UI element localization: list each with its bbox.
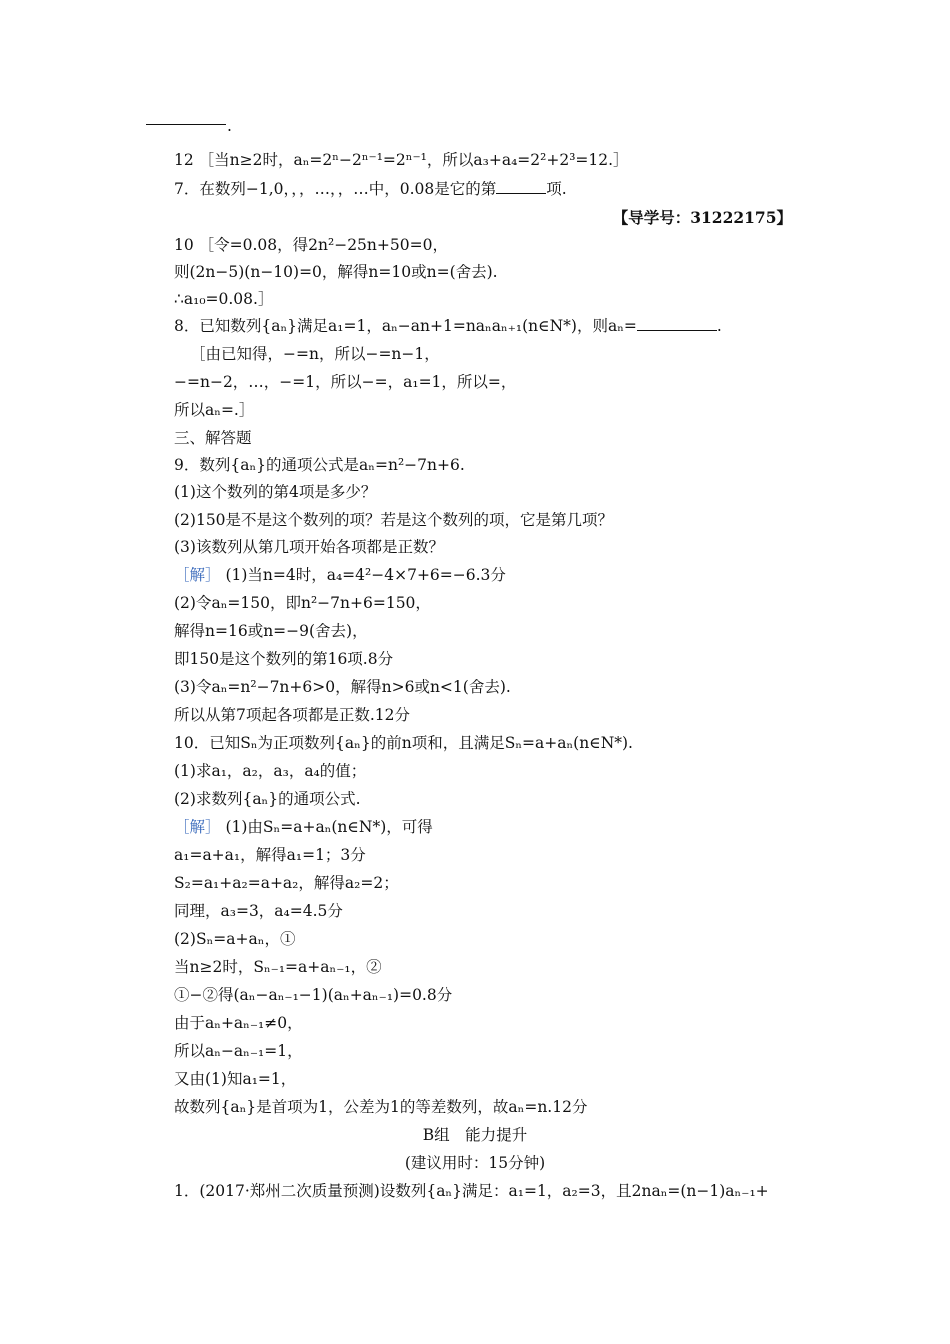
solution-line: 所以从第7项起各项都是正数.12分 xyxy=(174,706,411,724)
answer-blank xyxy=(637,316,717,331)
answer-blank xyxy=(146,124,226,125)
answer-line: ∴a₁₀=0.08.］ xyxy=(174,290,274,308)
question-8: 8．已知数列{aₙ}满足a₁=1，aₙ−an+1=naₙaₙ₊₁(n∈N*)，则aₙ= . xyxy=(174,317,722,335)
solution-line: 即150是这个数列的第16项.8分 xyxy=(174,650,394,668)
question-b1: 1．(2017·郑州二次质量预测)设数列{aₙ}满足：a₁=1，a₂=3，且2naₙ=(n−1)aₙ₋₁+ xyxy=(174,1182,769,1200)
answer-line: 10 ［令=0.08，得2n²−25n+50=0， xyxy=(174,236,448,254)
question-7: 7．在数列−1,0，，，…，，…中，0.08是它的第 项. xyxy=(174,180,567,198)
solution-line: 所以aₙ−aₙ₋₁=1， xyxy=(174,1042,303,1060)
answer-line: 12 ［当n≥2时，aₙ=2ⁿ−2ⁿ⁻¹=2ⁿ⁻¹，所以a₃+a₄=2²+2³=12.］ xyxy=(174,151,629,169)
question-10: 10．已知Sₙ为正项数列{aₙ}的前n项和，且满足Sₙ=a+aₙ(n∈N*). xyxy=(174,734,633,752)
answer-blank xyxy=(496,179,546,194)
solution-line: 又由(1)知a₁=1， xyxy=(174,1070,297,1088)
solution-line: ①−②得(aₙ−aₙ₋₁−1)(aₙ+aₙ₋₁)=0.8分 xyxy=(174,986,453,1004)
sub-question: (1)求a₁，a₂，a₃，a₄的值； xyxy=(174,762,367,780)
solution-line: 故数列{aₙ}是首项为1，公差为1的等差数列，故aₙ=n.12分 xyxy=(174,1098,588,1116)
time-note: (建议用时：15分钟) xyxy=(404,1154,546,1172)
group-heading: B组 能力提升 xyxy=(422,1126,528,1144)
solution-tag: ［解］ xyxy=(174,566,221,584)
sub-question: (2)求数列{aₙ}的通项公式. xyxy=(174,790,361,808)
solution-line: S₂=a₁+a₂=a+a₂，解得a₂=2； xyxy=(174,874,399,892)
solution-line: (3)令aₙ=n²−7n+6>0，解得n>6或n<1(舍去). xyxy=(174,678,511,696)
section-heading: 三、解答题 xyxy=(174,429,252,447)
answer-line: −=n−2，…，−=1，所以−=，a₁=1，所以=， xyxy=(174,373,517,391)
solution-line: ［解］ (1)当n=4时，a₄=4²−4×7+6=−6.3分 xyxy=(174,566,506,584)
solution-line: a₁=a+a₁，解得a₁=1；3分 xyxy=(174,846,366,864)
guide-number: 【导学号：31222175】 xyxy=(612,208,792,227)
text-line: . xyxy=(227,117,232,135)
solution-tag: ［解］ xyxy=(174,818,221,836)
sub-question: (3)该数列从第几项开始各项都是正数？ xyxy=(174,538,444,556)
solution-line: (2)令aₙ=150，即n²−7n+6=150， xyxy=(174,594,431,612)
solution-line: 解得n=16或n=−9(舍去)， xyxy=(174,622,368,640)
sub-question: (1)这个数列的第4项是多少？ xyxy=(174,483,377,501)
sub-question: (2)150是不是这个数列的项？若是这个数列的项，它是第几项？ xyxy=(174,511,614,529)
solution-line: 当n≥2时，Sₙ₋₁=a+aₙ₋₁，② xyxy=(174,958,382,976)
solution-line: ［解］ (1)由Sₙ=a+aₙ(n∈N*)，可得 xyxy=(174,818,433,836)
answer-line: ［由已知得，−=n，所以−=n−1， xyxy=(190,345,440,363)
answer-line: 所以aₙ=.］ xyxy=(174,401,255,419)
answer-line: 则(2n−5)(n−10)=0，解得n=10或n=(舍去). xyxy=(174,263,498,281)
solution-line: 同理，a₃=3，a₄=4.5分 xyxy=(174,902,343,920)
question-9: 9．数列{aₙ}的通项公式是aₙ=n²−7n+6. xyxy=(174,456,465,474)
solution-line: (2)Sₙ=a+aₙ，① xyxy=(174,930,296,948)
solution-line: 由于aₙ+aₙ₋₁≠0， xyxy=(174,1014,303,1032)
